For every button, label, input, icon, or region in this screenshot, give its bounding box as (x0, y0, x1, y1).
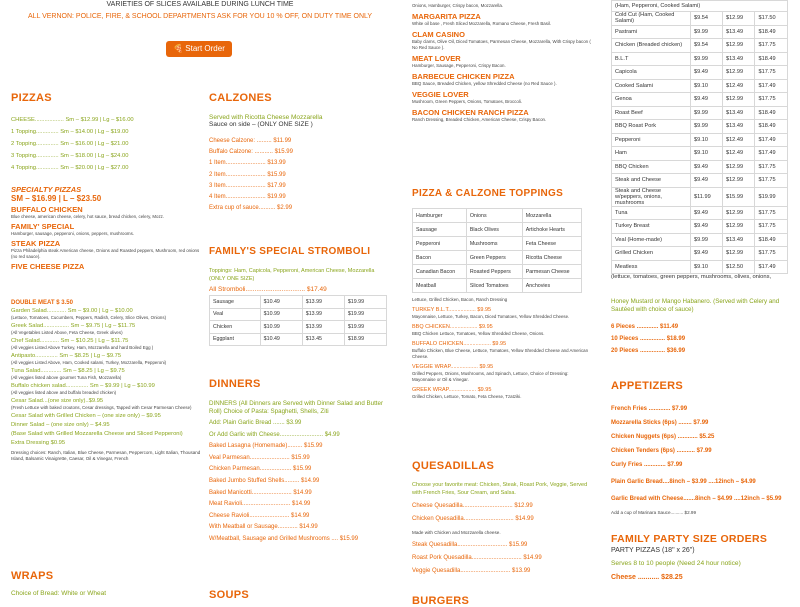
sub-row (612, 39, 788, 53)
sub-cell: $9.99 (691, 120, 723, 134)
stromboli-title: FAMILY'S SPECIAL STROMBOLI (209, 246, 371, 257)
sub-cell: $12.99 (722, 206, 755, 220)
pizza-price-row: CHEESE.................. Sm – $12.99 | Lg – $16.00 (11, 117, 134, 123)
sub-cell: Meatless (612, 260, 691, 274)
sub-cell: $9.49 (691, 220, 723, 234)
specialty-desc: Pizza Philadelphia steak American cheese, Onions and Roasted peppers, Mushroom, red onions (no red sauce). (11, 248, 200, 259)
topping-cell: Bacon (413, 251, 467, 265)
wrap-line: TURKEY B.L.T.................. $9.95 (412, 307, 492, 313)
burgers-section (412, 595, 469, 607)
wrap-line: Lettuce, Grilled Chicken, Bacon, Ranch Dressing (412, 297, 508, 302)
topping-cell: Artichoke Hearts (522, 223, 581, 237)
party-title: FAMILY PARTY SIZE ORDERS (611, 533, 768, 545)
wrap-desc: Mayonnaise, Lettuce, Turkey, Bacon, Diced Tomatoes, Yellow Shredded Cheese. (412, 314, 570, 319)
stromboli-cell: $13.99 (302, 296, 344, 309)
sub-row (612, 93, 788, 107)
stromboli-cell: $19.99 (344, 308, 386, 321)
topping-cell: Sliced Tomatoes (466, 279, 522, 293)
sub-cell: $12.50 (722, 260, 755, 274)
dinners-section (209, 378, 389, 546)
sub-cell: $12.49 (722, 133, 755, 147)
sub-cell: Ham (612, 147, 691, 161)
sub-row (612, 106, 788, 120)
pizza-price-row: 2 Topping.............. Sm – $16.00 | Lg – $21.00 (11, 141, 129, 147)
sub-cell: $9.99 (691, 233, 723, 247)
quesadilla-row: Steak Quesadilla.............................. $15.99 (412, 542, 528, 548)
sub-cell: Capicola (612, 66, 691, 80)
sub-cell: $17.75 (755, 220, 788, 234)
dinners-sub: DINNERS (All Dinners are Served with Dinner Salad and Butter Roll) Choice of Pasta: Spaghetti, Shells, Ziti (209, 400, 384, 415)
party-cheese: Cheese ........... $28.25 (611, 574, 683, 581)
topping-cell: Meatball (413, 279, 467, 293)
wings-sub: Honey Mustard or Mango Habanero. (Served with Celery and Sautéed with choice of sauce) (611, 298, 780, 313)
quesadilla-row: Chicken Quesadilla.............................. $14.99 (412, 516, 534, 522)
salad-line: Garden Salad............ Sm – $9.00 | Lg – $10.00 (11, 308, 133, 314)
calzone-row: 3 Item........................ $17.99 (209, 182, 286, 189)
sub-cell: $9.49 (691, 247, 723, 261)
sub-row (612, 233, 788, 247)
stromboli-cell: $19.99 (344, 321, 386, 334)
sub-cell: $9.10 (691, 147, 723, 161)
toppings-row (413, 251, 582, 265)
sub-row (612, 160, 788, 174)
stromboli-row (210, 308, 387, 321)
wrap-desc: Buffalo Chicken, Blue Cheese, Lettuce, Tomatoes, Yellow Shredded Cheese and American Cheese. (412, 348, 589, 359)
dinner-row: Baked Jumbo Stuffed Shells......... $14.99 (209, 477, 320, 484)
sub-row (612, 120, 788, 134)
dinner-row: Cheese Ravioli........................ $14.99 (209, 512, 310, 519)
party-sub: PARTY PIZZAS (18" x 26") (611, 547, 695, 554)
stromboli-row (210, 321, 387, 334)
wrap-line: BBQ CHICKEN.................. $9.95 (412, 324, 493, 330)
sub-cell: $18.49 (755, 25, 788, 39)
sub-cell: $13.49 (722, 120, 755, 134)
salad-line: (Base Salad with Grilled Mozzarella Cheese and Sliced Pepperoni) (11, 431, 183, 437)
start-order-button[interactable]: 🍕 Start Order (166, 41, 232, 57)
specialty-name: FAMILY' SPECIAL (11, 222, 75, 231)
sub-cell: $17.75 (755, 66, 788, 80)
wraps-bread: Choice of Bread: White or Wheat (11, 590, 107, 597)
sub-cell: $17.49 (755, 133, 788, 147)
sub-cell: $9.49 (691, 206, 723, 220)
wings-row: 10 Pieces ............... $18.99 (611, 336, 686, 342)
topping-cell: Roasted Peppers (466, 265, 522, 279)
quesadillas-sub: Choose your favorite meat: Chicken, Steak, Roast Pork, Veggie, Served with French Fries, Sour Cream, and Salsa. (412, 482, 588, 496)
appetizer-row: French Fries ............. $7.99 (611, 406, 688, 412)
wings-section (611, 298, 789, 357)
appetizers-title: APPETIZERS (611, 380, 684, 392)
sub-cell: Grilled Chicken (612, 247, 691, 261)
sub-cell: $17.75 (755, 39, 788, 53)
sub-row (612, 25, 788, 39)
subs-note: (lettuce, tomatoes, green peppers, mushrooms, olives, onions, (611, 274, 772, 280)
sub-cell: $9.49 (691, 93, 723, 107)
stromboli-cell: $10.99 (260, 308, 302, 321)
specialty-name: BUFFALO CHICKEN (11, 205, 83, 214)
pizza-name: MEAT LOVER (412, 54, 461, 63)
dinner-row: Chicken Parmesan................... $15.99 (209, 466, 312, 473)
calzones-sub: Served with Ricotta Cheese Mozzarella (209, 114, 323, 121)
sub-cell: $9.10 (691, 133, 723, 147)
pizza-price-row: 4 Topping.............. Sm – $20.00 | Lg – $27.00 (11, 165, 129, 171)
stromboli-cell: $13.99 (302, 321, 344, 334)
wrap-line: VEGGIE WRAP.................. $9.95 (412, 364, 494, 370)
subs-section (611, 0, 789, 280)
stromboli-row (210, 333, 387, 346)
dinner-row: W/Meatball, Sausage and Grilled Mushrooms .... $15.99 (209, 535, 359, 542)
calzones-sauce: Sauce on side – (ONLY ONE SIZE ) (209, 121, 313, 128)
toppings-row (413, 209, 582, 223)
stromboli-cell: $10.49 (260, 296, 302, 309)
topping-cell: Black Olives (466, 223, 522, 237)
wrap-line: BUFFALO CHICKEN.................. $9.95 (412, 341, 507, 347)
quesadilla-row: Roast Pork Quesadilla.............................. $14.99 (412, 555, 542, 561)
sub-cell: $17.49 (755, 260, 788, 274)
stromboli-cell: $13.99 (302, 308, 344, 321)
sub-cell: Cold Cut (Ham, Cooked Salami) (612, 12, 691, 26)
pizzas-section (11, 92, 201, 271)
sub-cell: $9.10 (691, 79, 723, 93)
sub-row (612, 147, 788, 161)
wrap-desc: BBQ Chicken Lettuce, Tomatoes, Yellow Shredded Cheese, Onions. (412, 331, 545, 336)
pizza-desc: Ranch Dressing, Breaded Chicken, American Cheese, Crispy Bacon. (412, 117, 547, 122)
pizza-desc: Mushroom, Green Peppers, Onions, Tomatoes, Broccoli. (412, 99, 522, 104)
sub-cell: $9.99 (691, 52, 723, 66)
salad-desc: (All veggies listed above and buffalo breaded chicken) (11, 390, 117, 395)
pizzas-title: PIZZAS (11, 92, 52, 104)
stromboli-cell: Eggplant (210, 333, 261, 346)
toppings-row (413, 223, 582, 237)
sub-cell: $12.49 (722, 79, 755, 93)
dinner-row: Veal Parmesan........................ $15.99 (209, 454, 310, 461)
wraps-list (412, 297, 592, 400)
specialty-desc: Blue cheese, american cheese, celery, hot sauce, bread chicken, celery, Mozz. (11, 214, 165, 219)
sub-row (612, 79, 788, 93)
sub-cell: Turkey Breast (612, 220, 691, 234)
quesadillas-title: QUESADILLAS (412, 460, 495, 472)
sub-cell: $9.49 (691, 174, 723, 188)
double-meat-note: DOUBLE MEAT $ 3.50 (11, 300, 73, 306)
sub-cell: $17.50 (755, 12, 788, 26)
pizza-desc: Hamburger, Sausage, Pepperoni, Crispy Bacon. (412, 63, 506, 68)
dinners-title: DINNERS (209, 378, 261, 390)
topping-cell: Pepperoni (413, 237, 467, 251)
sub-cell: $19.99 (755, 187, 788, 206)
sub-cell: $17.49 (755, 147, 788, 161)
pizza-desc: White oil base , Fresh Sliced Mozzarella, Romano Cheese, Fresh Basil. (412, 21, 552, 26)
sub-cell: BBQ Roast Pork (612, 120, 691, 134)
toppings-row (413, 279, 582, 293)
topping-cell: Onions (466, 209, 522, 223)
sub-cell: $13.49 (722, 233, 755, 247)
toppings-section (412, 188, 592, 293)
sub-row (612, 66, 788, 80)
salad-line: Cesar Salad...(one size only)..$9.95 (11, 398, 104, 404)
salad-desc: (All veggies Listed Above, Ham, Cooked salami, Turkey, Mozzarella, Pepperoni) (11, 360, 167, 365)
stromboli-cell: Sausage (210, 296, 261, 309)
sub-cell: $9.54 (691, 39, 723, 53)
quesadillas-section (412, 460, 592, 578)
sub-row (612, 260, 788, 274)
sub-cell: $12.99 (722, 39, 755, 53)
subs-header: (Ham, Pepperoni, Cooked Salami) (612, 1, 788, 12)
calzones-title: CALZONES (209, 92, 272, 104)
wraps-title: WRAPS (11, 570, 54, 582)
salad-line: Extra Dressing $0.95 (11, 440, 66, 446)
calzone-row: 1 Item........................ $13.99 (209, 160, 286, 167)
stromboli-cell: $13.45 (302, 333, 344, 346)
salad-desc: (All Vegetables Listed Above, Feta Cheese, Greek olives) (11, 330, 123, 335)
dinner-row: Baked Manicotti........................ $14.99 (209, 489, 312, 496)
specialty-price: SM – $16.99 | L – $23.50 (11, 194, 102, 203)
sub-row (612, 247, 788, 261)
topping-cell: Hamburger (413, 209, 467, 223)
wrap-desc: Grilled Peppers, Onions, Mushrooms, and Spinach, Lettuce, Choice of Dressing: Mayonnaise or Oil & Vinegar. (412, 371, 569, 382)
specialty-name: STEAK PIZZA (11, 239, 61, 248)
sub-cell: $12.99 (722, 247, 755, 261)
calzones-section (209, 92, 389, 214)
wings-row: 20 Pieces ............... $36.99 (611, 348, 686, 354)
soups-title: SOUPS (209, 589, 250, 601)
sub-cell: $17.49 (755, 79, 788, 93)
sub-cell: Steak and Cheese (612, 174, 691, 188)
stromboli-row (210, 296, 387, 309)
stromboli-cell: $10.99 (260, 321, 302, 334)
pizza-name: VEGGIE LOVER (412, 90, 469, 99)
sub-row (612, 174, 788, 188)
sub-cell: Roast Beef (612, 106, 691, 120)
sub-cell: $13.49 (722, 106, 755, 120)
salad-desc: (All veggies Listed Above Turkey, Ham, Mozzarella and hard Boiled Egg ) (11, 345, 154, 350)
pizza-icon: 🍕 (173, 44, 186, 53)
sub-cell: $13.49 (722, 52, 755, 66)
stromboli-cell: Veal (210, 308, 261, 321)
appetizer-row: Chicken Nuggets (6ps) ............ $5.25 (611, 434, 715, 440)
wrap-desc: Grilled Chicken, Lettuce, Tomato, Feta Cheese, Tzatziki. (412, 394, 522, 399)
sub-cell: $12.99 (722, 66, 755, 80)
topping-cell: Feta Cheese (522, 237, 581, 251)
burgers-title: BURGERS (412, 595, 470, 607)
wrap-line: GREEK WRAP.................. $9.95 (412, 387, 492, 393)
calzone-row: Extra cup of sauce.......... $2.99 (209, 205, 293, 212)
specialty-desc: Hamburger, sausage, pepperoni, onions, peppers, mushrooms. (11, 231, 135, 236)
sub-cell: $18.49 (755, 233, 788, 247)
pizza-price-row: 3 Topping.............. Sm – $18.00 | Lg – $24.00 (11, 153, 129, 159)
topping-cell: Anchovies (522, 279, 581, 293)
dinner-row: Add: Plain Garlic Bread ....... $3.99 (209, 420, 302, 426)
toppings-table (412, 208, 582, 293)
sub-cell: $13.49 (722, 25, 755, 39)
appetizer-row: Mozzarella Sticks (6ps) ........ $7.99 (611, 420, 709, 426)
salad-line: Buffalo chicken salad.............. Sm – $9.99 | Lg – $10.99 (11, 383, 155, 389)
subs-table (611, 0, 788, 274)
specialty-name: FIVE CHEESE PIZZA (11, 262, 85, 271)
sub-cell: $18.49 (755, 52, 788, 66)
sub-row (612, 206, 788, 220)
stromboli-section (209, 246, 389, 346)
stromboli-cell: Chicken (210, 321, 261, 334)
toppings-title: PIZZA & CALZONE TOPPINGS (412, 188, 564, 199)
sub-cell: Cooked Salami (612, 79, 691, 93)
stromboli-cell: $10.49 (260, 333, 302, 346)
wings-row: 6 Pieces ............. $11.49 (611, 324, 679, 330)
salad-line: Greek Salad................ Sm – $9.75 | Lg – $11.75 (11, 323, 136, 329)
salad-line: Dinner Salad – (one size only) – $4.95 (11, 422, 110, 428)
sub-cell: $12.99 (722, 12, 755, 26)
salad-desc: (All veggies listed above gourmet Tuna Fish, Mozzarella) (11, 375, 122, 380)
sub-row (612, 220, 788, 234)
banner-line-2: ALL VERNON: POLICE, FIRE, & SCHOOL DEPARTMENTS ASK FOR YOU 10 % OFF, ON DUTY TIME ONLY (27, 13, 373, 20)
sub-cell: Steak and Cheese w/peppers, onions, mushrooms (612, 187, 691, 206)
sub-row (612, 52, 788, 66)
calzone-row: Buffalo Calzone: ........... $15.99 (209, 149, 293, 156)
quesadilla-row: Cheese Quesadilla.............................. $12.99 (412, 503, 533, 509)
party-note: Serves 8 to 10 people (Need 24 hour notice) (611, 560, 741, 567)
sub-cell: Chicken (Breaded chicken) (612, 39, 691, 53)
salads-section (11, 300, 201, 462)
sub-cell: $9.54 (691, 12, 723, 26)
sub-cell: $12.49 (722, 147, 755, 161)
sub-cell: BBQ Chicken (612, 160, 691, 174)
dinner-row: With Meatball or Sausage............ $14.99 (209, 524, 318, 531)
quesadilla-row: Veggie Quesadilla.............................. $13.99 (412, 568, 531, 574)
sub-cell: $17.75 (755, 160, 788, 174)
sub-cell: Pepperoni (612, 133, 691, 147)
appetizer-row: Garlic Bread with Cheese.......8inch – $4.99 ....12inch – $5.99 (611, 496, 782, 502)
salad-desc: (Fresh Lettuce with baked croutons, Cesar dressings, Tapped with Cesar Parmesan Cheese) (11, 405, 192, 410)
topping-cell: Parmesan Cheese (522, 265, 581, 279)
sub-cell: $17.75 (755, 174, 788, 188)
appetizer-row: Plain Garlic Bread....8inch – $3.99 ....12inch – $4.99 (611, 479, 756, 485)
pizza-name: CLAM CASINO (412, 30, 465, 39)
sub-cell: $17.75 (755, 206, 788, 220)
dinner-row: Baked Lasagna (Homemade)......... $15.99 (209, 443, 323, 450)
stromboli-cell: $19.99 (344, 296, 386, 309)
sub-cell: $15.99 (722, 187, 755, 206)
sub-cell: $12.99 (722, 174, 755, 188)
salad-line: Antipasto.............. Sm – $8.25 | Lg – $9.75 (11, 353, 122, 359)
stromboli-toppings: Toppings: Ham, Capicola, Pepperoni, American Cheese, Mozzarella (ONLY ONE SIZE) (209, 268, 375, 282)
sub-cell: $9.99 (691, 106, 723, 120)
dinner-row: Meat Ravioli............................. $14.99 (209, 501, 311, 508)
sub-cell: $9.49 (691, 160, 723, 174)
sub-cell: $17.75 (755, 247, 788, 261)
stromboli-all: All Stromboli................................. $17.49 (209, 286, 327, 293)
pizza-name: MARGARITA PIZZA (412, 12, 481, 21)
salad-line: Chef Salad............ Sm – $10.25 | Lg – $11.75 (11, 338, 129, 344)
party-section (611, 533, 791, 582)
sub-cell: Pastrami (612, 25, 691, 39)
soups-section (209, 589, 249, 601)
pizza-desc: Onions, Hamburger, Crispy bacon, Mozzarella. (412, 3, 504, 8)
sub-cell: $18.49 (755, 106, 788, 120)
salad-desc: (Lettuce, Tomatoes, Cucumbers, Peppers, Radish, Celery, Slice Olives, Onions) (11, 315, 167, 320)
sub-cell: B.L.T (612, 52, 691, 66)
appetizer-row: Chicken Tenders (6ps) ........... $7.99 (611, 448, 712, 454)
calzone-row: 2 Item........................ $15.99 (209, 171, 286, 178)
calzone-row: Cheese Calzone: ......... $11.99 (209, 138, 292, 144)
pizza-name: BARBECUE CHICKEN PIZZA (412, 72, 515, 81)
pizza-desc: Baby clams, Olive Oil, Diced Tomatoes, Parmesan Cheese, Mozzarella, With Crispy bacon ( No Red Sauce ). (412, 39, 591, 50)
dinner-row: Or Add Garlic with Cheese.......................... $4.99 (209, 431, 340, 438)
appetizer-row: Curly Fries ............. $7.99 (611, 462, 683, 468)
banner-line-1: VARIETIES OF SLICES AVAILABLE DURING LUNCH TIME (106, 1, 294, 8)
stromboli-cell: $18.99 (344, 333, 386, 346)
toppings-row (413, 237, 582, 251)
sub-cell: Veal (Home-made) (612, 233, 691, 247)
specialty-pizzas-continued (412, 3, 592, 123)
topping-cell: Green Peppers (466, 251, 522, 265)
salad-line: Tuna Salad............. Sm – $8.25 | Lg – $9.75 (11, 368, 125, 374)
sub-cell: Genoa (612, 93, 691, 107)
sub-cell: $9.10 (691, 260, 723, 274)
sub-cell: $18.49 (755, 120, 788, 134)
topping-cell: Mozzarella (522, 209, 581, 223)
calzone-row: 4 Item........................ $19.99 (209, 194, 286, 201)
sub-cell: $12.99 (722, 160, 755, 174)
sub-row (612, 12, 788, 26)
sub-row (612, 187, 788, 206)
topping-cell: Sausage (413, 223, 467, 237)
sub-cell: $9.99 (691, 25, 723, 39)
specialty-title: SPECIALTY PIZZAS (11, 185, 82, 194)
sub-cell: $9.49 (691, 66, 723, 80)
sub-row (612, 133, 788, 147)
topping-cell: Canadian Bacon (413, 265, 467, 279)
dressing-choices: Dressing choices: Ranch, Italian, Blue Cheese, Parmesan, Peppercorn, Light Italian, Thousand Island, Balsamic Vinaigrette, Caesar, Oil & Vinegar, French (11, 450, 201, 461)
pizza-price-row: 1 Topping.............. Sm – $14.00 | Lg – $19.00 (11, 129, 129, 135)
sub-cell: $12.99 (722, 93, 755, 107)
sub-cell: Tuna (612, 206, 691, 220)
sub-cell: $17.75 (755, 93, 788, 107)
topping-cell: Mushrooms (466, 237, 522, 251)
sub-cell: $12.99 (722, 220, 755, 234)
toppings-row (413, 265, 582, 279)
wraps-section (11, 570, 106, 597)
topping-cell: Ricotta Cheese (522, 251, 581, 265)
appetizers-section (611, 380, 791, 520)
sub-cell: $11.99 (691, 187, 723, 206)
pizza-desc: BBQ Sauce, Breaded Chicken, yellow Shredded Cheese (no Red Sauce ). (412, 81, 557, 86)
stromboli-table (209, 295, 387, 346)
pizza-name: BACON CHICKEN RANCH PIZZA (412, 108, 529, 117)
appetizer-row: Add a cup of Marinara Sauce.......... $2.99 (611, 510, 697, 515)
quesadilla-row: Made with Chicken and Mozzarella cheese. (412, 530, 501, 535)
salad-line: Cesar Salad with Grilled Chicken – (one size only) – $9.95 (11, 413, 161, 419)
subs-header-row (612, 1, 788, 12)
